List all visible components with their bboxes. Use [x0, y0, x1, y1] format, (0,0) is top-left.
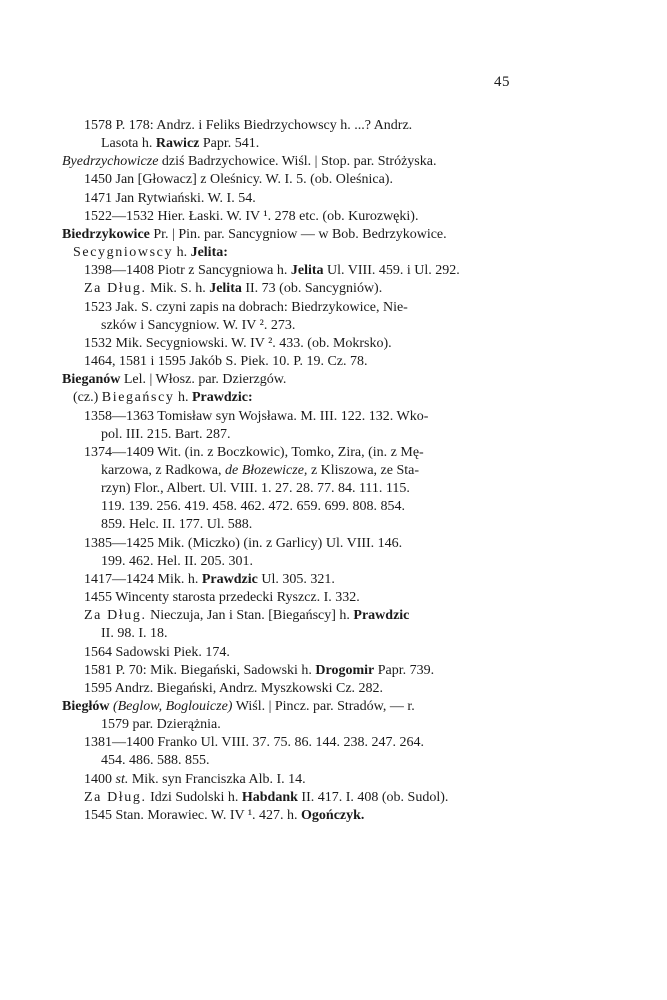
entry-heading-line: [62, 698, 522, 716]
text-run: karzowa, z Radkowa,: [101, 462, 226, 478]
text-run: Mik. syn Franciszka Alb. I. 14.: [128, 771, 306, 787]
bold-term: Jelita:: [190, 245, 228, 261]
text-run: 1374—1409 Wit. (in. z Boczkowic), Tomko, Zira, (in. z Mę-: [84, 444, 424, 460]
text-run: Mik. S. h.: [146, 281, 210, 297]
text-line: [62, 716, 522, 734]
text-run: Ul. VIII. 459. i Ul. 292.: [323, 263, 460, 279]
text-run: 1578 P. 178: Andrz. i Feliks Biedrzychowscy h. ...? Andrz.: [84, 118, 413, 133]
text-run: Wiśl. | Pincz. par. Stradów, — r.: [232, 699, 415, 714]
bold-term: Jelita: [290, 263, 324, 279]
text-run: 1579 par. Dzierążnia.: [101, 717, 221, 733]
text-line: [62, 789, 522, 807]
text-run: 1464, 1581 i 1595 Jakób S. Piek. 10. P. 19. Cz. 78.: [84, 354, 368, 370]
text-run: rzyn) Flor., Albert. Ul. VIII. 1. 27. 28. 77. 84. 111. 115.: [101, 481, 410, 497]
text-run: 454. 486. 588. 855.: [101, 753, 210, 769]
bold-term: Habdank: [241, 789, 298, 805]
text-line: [62, 408, 522, 426]
text-line: [62, 589, 522, 607]
text-line: [62, 117, 522, 135]
spaced-term: Biegańscy: [101, 390, 175, 406]
text-run: 859. Helc. II. 177. Ul. 588.: [101, 517, 253, 533]
text-run: 1417—1424 Mik. h.: [84, 571, 202, 587]
bold-term: Biegłów: [62, 699, 110, 714]
text-run: 1522—1532 Hier. Łaski. W. IV ¹. 278 etc. (ob. Kurozwęki).: [84, 208, 419, 224]
bold-term: Prawdzic:: [191, 390, 253, 406]
text-line: [62, 771, 522, 789]
text-line: [62, 680, 522, 698]
entry-heading-line: [62, 226, 522, 244]
text-line: [62, 389, 522, 407]
text-line: [62, 171, 522, 189]
text-run: 1358—1363 Tomisław syn Wojsława. M. III. 122. 132. Wko-: [84, 408, 429, 424]
text-line: [62, 262, 522, 280]
text-line: [62, 335, 522, 353]
bold-term: Bieganów: [62, 372, 121, 388]
text-run: 199. 462. Hel. II. 205. 301.: [101, 553, 254, 569]
text-run: 1523 Jak. S. czyni zapis na dobrach: Biedrzykowice, Nie-: [84, 299, 408, 315]
text-run: 1545 Stan. Morawiec. W. IV ¹. 427. h.: [84, 807, 302, 823]
text-run: Papr. 541.: [199, 136, 260, 152]
text-run: 1381—1400 Franko Ul. VIII. 37. 75. 86. 144. 238. 247. 264.: [84, 735, 425, 751]
bold-term: Biedrzykowice: [62, 226, 150, 242]
text-run: h.: [174, 390, 192, 406]
bold-term: Rawicz: [155, 136, 200, 152]
text-run: z Kliszowa, ze Sta-: [307, 462, 420, 478]
text-run: 1450 Jan [Głowacz] z Oleśnicy. W. I. 5. (ob. Oleśnica).: [84, 172, 393, 188]
text-line: [62, 734, 522, 752]
text-line: [62, 190, 522, 208]
text-run: Idzi Sudolski h.: [146, 789, 242, 805]
text-line: [62, 208, 522, 226]
text-line: [62, 444, 522, 462]
text-line: [62, 426, 522, 444]
text-run: 1385—1425 Mik. (Miczko) (in. z Garlicy) Ul. VIII. 146.: [84, 535, 403, 551]
text-run: Pr. | Pin. par. Sancygniow — w Bob. Bedrzykowice.: [149, 226, 447, 242]
text-run: h.: [173, 245, 191, 261]
text-run: II. 73 (ob. Sancygniów).: [241, 281, 383, 297]
text-line: [62, 317, 522, 335]
spaced-term: Za Dług.: [84, 281, 147, 297]
text-line: [62, 280, 522, 298]
bold-term: Prawdzic: [353, 608, 410, 624]
text-run: Lasota h.: [101, 136, 156, 152]
text-run: 1595 Andrz. Biegański, Andrz. Myszkowski Cz. 282.: [84, 680, 384, 696]
text-run: (cz.): [73, 390, 102, 406]
text-run: pol. III. 215. Bart. 287.: [101, 426, 231, 442]
text-run: 1455 Wincenty starosta przedecki Ryszcz. I. 332.: [84, 590, 360, 606]
text-line: [62, 516, 522, 534]
bold-term: Drogomir: [315, 662, 375, 678]
text-line: [62, 644, 522, 662]
text-line: [62, 498, 522, 516]
text-run: 1398—1408 Piotr z Sancygniowa h.: [84, 263, 291, 279]
text-run: 1581 P. 70: Mik. Biegański, Sadowski h.: [84, 662, 316, 678]
text-line: [62, 662, 522, 680]
text-line: [62, 752, 522, 770]
text-line: [62, 462, 522, 480]
text-line: [62, 135, 522, 153]
spaced-term: Secygniowscy: [73, 245, 174, 261]
text-run: Ul. 305. 321.: [257, 571, 335, 587]
text-run: Nieczuja, Jan i Stan. [Biegańscy] h.: [146, 608, 354, 624]
text-run: 1532 Mik. Secygniowski. W. IV ². 433. (ob. Mokrsko).: [84, 335, 392, 351]
italic-term: st.: [115, 771, 129, 787]
text-line: [62, 571, 522, 589]
italic-term: Byedrzychowicze: [62, 154, 159, 170]
spaced-term: Za Dług.: [84, 789, 147, 805]
text-run: II. 417. I. 408 (ob. Sudol).: [297, 789, 449, 805]
document-body: [62, 117, 522, 825]
bold-term: Prawdzic: [201, 571, 258, 587]
italic-term: (Beglow, Boglouicze): [112, 699, 233, 714]
spaced-term: Za Dług.: [84, 608, 147, 624]
bold-term: Ogończyk.: [301, 807, 365, 823]
text-line: [62, 480, 522, 498]
entry-heading-line: [62, 371, 522, 389]
italic-term: de Błozewicze,: [225, 462, 308, 478]
text-line: [62, 535, 522, 553]
text-run: 1400: [84, 771, 116, 787]
bold-term: Jelita: [209, 281, 242, 297]
text-run: 1564 Sadowski Piek. 174.: [84, 644, 230, 660]
text-line: [62, 353, 522, 371]
text-run: szków i Sancygniow. W. IV ². 273.: [101, 317, 296, 333]
text-run: dziś Badrzychowice. Wiśl. | Stop. par. Stróżyska.: [158, 154, 437, 170]
text-line: [62, 299, 522, 317]
text-run: Lel. | Włosz. par. Dzierzgów.: [120, 372, 287, 388]
text-line: [62, 807, 522, 825]
text-run: Papr. 739.: [374, 662, 435, 678]
text-run: 119. 139. 256. 419. 458. 462. 472. 659. 699. 808. 854.: [101, 499, 405, 515]
text-run: II. 98. I. 18.: [101, 626, 168, 642]
text-line: [62, 244, 522, 262]
text-line: [62, 553, 522, 571]
entry-heading-line: [62, 153, 522, 171]
text-line: [62, 625, 522, 643]
page-number: 45: [494, 74, 510, 90]
text-line: [62, 607, 522, 625]
text-run: 1471 Jan Rytwiański. W. I. 54.: [84, 190, 256, 206]
